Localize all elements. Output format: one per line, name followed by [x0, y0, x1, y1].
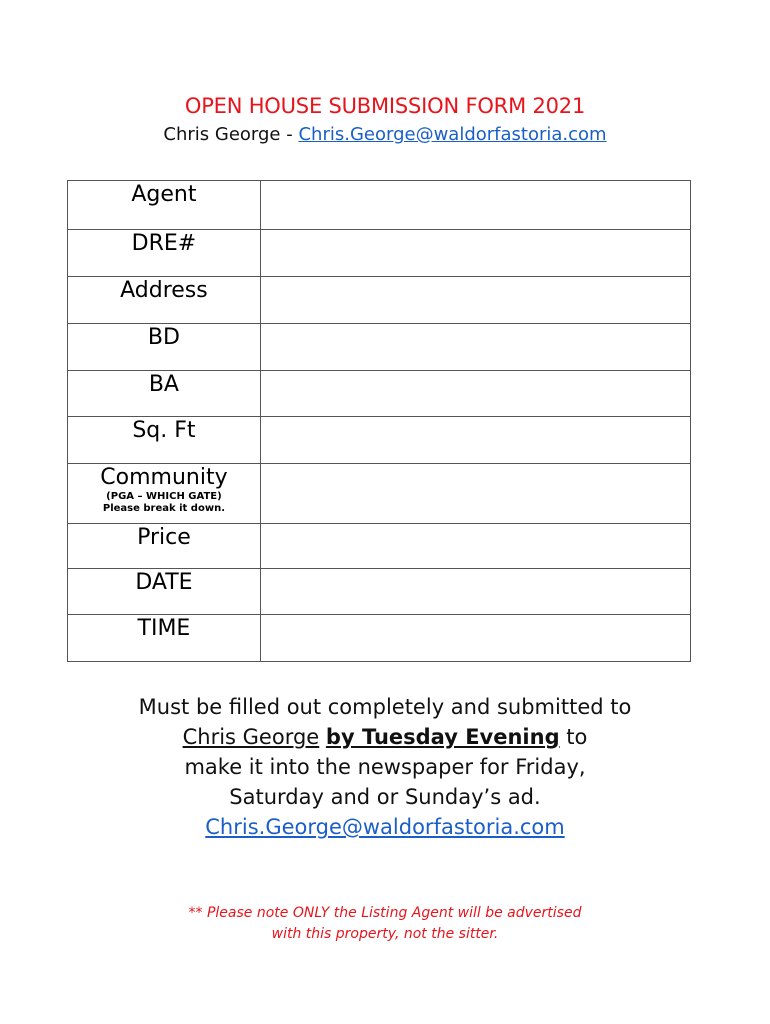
footnote-line-1: ** Please note ONLY the Listing Agent will be advertised	[188, 905, 582, 921]
time-field[interactable]	[260, 615, 690, 662]
notice-to: to	[559, 725, 588, 749]
form-label-dre: DRE#	[68, 230, 261, 277]
form-row-sqft	[68, 417, 691, 464]
form-row-date	[68, 569, 691, 615]
price-field[interactable]	[260, 524, 690, 569]
bd-field[interactable]	[260, 324, 690, 371]
ba-field[interactable]	[260, 371, 690, 417]
form-label-time: TIME	[68, 615, 261, 662]
form-label-sqft: Sq. Ft	[68, 417, 261, 464]
form-row-price	[68, 524, 691, 569]
notice-deadline: by Tuesday Evening	[325, 725, 560, 749]
contact-separator: -	[280, 124, 299, 145]
form-row-address	[68, 277, 691, 324]
page-title: OPEN HOUSE SUBMISSION FORM 2021	[184, 94, 586, 118]
notice-name: Chris George	[182, 725, 320, 749]
form-label-ba: BA	[68, 371, 261, 417]
community-hint-gate: (PGA – WHICH GATE)	[106, 491, 222, 502]
notice-line-1: Must be filled out completely and submitted to	[138, 695, 632, 719]
sqft-field[interactable]	[260, 417, 690, 464]
form-label-address: Address	[68, 277, 261, 324]
form-row-agent	[68, 181, 691, 230]
form-label-bd: BD	[68, 324, 261, 371]
footnote-line-2: with this property, not the sitter.	[271, 926, 499, 942]
form-row-bd	[68, 324, 691, 371]
listing-agent-footnote	[0, 903, 770, 945]
contact-line	[0, 124, 770, 145]
submission-form-table	[67, 180, 691, 662]
notice-line-4: Saturday and or Sunday’s ad.	[229, 785, 541, 809]
contact-name: Chris George	[163, 124, 281, 145]
contact-email-link[interactable]: Chris.George@waldorfastoria.com	[298, 124, 607, 145]
form-row-dre	[68, 230, 691, 277]
notice-line-3: make it into the newspaper for Friday,	[184, 755, 586, 779]
form-row-community	[68, 464, 691, 524]
form-row-ba	[68, 371, 691, 417]
notice-email-link[interactable]: Chris.George@waldorfastoria.com	[205, 815, 565, 839]
address-field[interactable]	[260, 277, 690, 324]
date-field[interactable]	[260, 569, 690, 615]
notice-line-5	[0, 812, 770, 842]
form-label-community: Community	[100, 465, 228, 490]
notice-line-2	[0, 722, 770, 752]
community-field[interactable]	[260, 464, 690, 524]
form-label-date: DATE	[68, 569, 261, 615]
agent-field[interactable]	[260, 181, 690, 230]
form-row-time	[68, 615, 691, 662]
form-label-agent: Agent	[68, 181, 261, 230]
form-label-price: Price	[68, 524, 261, 569]
community-hint-breakdown: Please break it down.	[102, 503, 225, 514]
form-label-community-cell	[68, 464, 261, 524]
dre-field[interactable]	[260, 230, 690, 277]
submission-notice	[0, 692, 770, 842]
